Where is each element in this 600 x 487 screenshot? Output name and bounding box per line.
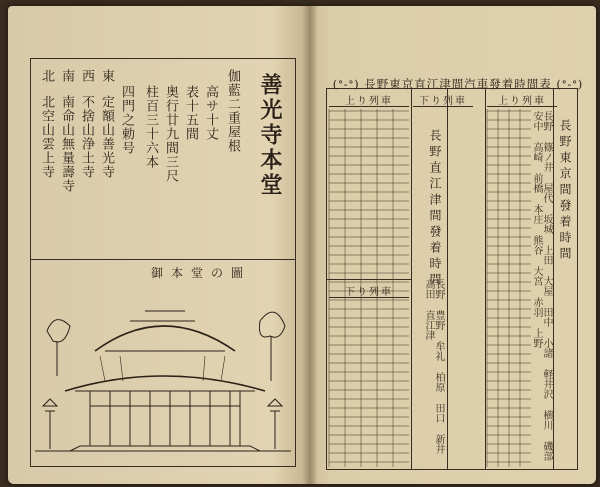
open-book: [8, 6, 596, 484]
page-title: 善光寺本堂: [257, 73, 283, 198]
column-header-up-2: 上り列車: [487, 92, 557, 107]
column-header-down-2: 下り列車: [329, 283, 409, 298]
column-header-down: 下り列車: [413, 92, 473, 107]
gate-name: 北空山雲上寺: [39, 95, 54, 179]
gate-dir: 西: [79, 69, 94, 83]
picture-divider: [31, 259, 295, 260]
temple-illustration: [35, 281, 291, 461]
picture-caption: 御本堂の圖: [150, 266, 251, 280]
station-list-tokyo: 長野 篠ノ井 屋代 坂城 上田 大屋 田中 小諸 軽井沢 横川 磯部 安中 高崎 前橋 本庄 熊谷 大宮 赤羽 上野: [531, 111, 552, 461]
info-line: 四門之勅号: [119, 85, 134, 155]
temple-info-frame: [30, 58, 296, 467]
gate-dir: 南: [59, 69, 74, 83]
info-line: 表十五間: [183, 85, 198, 141]
time-grid: [327, 89, 577, 469]
info-line: 奥行廿九間三尺: [163, 85, 178, 183]
station-list-naoetsu: 長野 豊野 牟礼 柏原 田口 新井 高田 直江津: [423, 279, 444, 454]
info-line: 伽藍二重屋根: [225, 69, 240, 153]
info-line: 高サ十丈: [203, 85, 218, 141]
info-line: 柱百三十六本: [143, 85, 158, 169]
timetable-frame: [326, 88, 578, 470]
book-gutter: [302, 6, 318, 484]
timetable-header: (ᐤ-ᐤ) 長野東京直江津間汽車發着時間表 (ᐤ-ᐤ): [332, 77, 584, 91]
route-title-tokyo: 長野東京間發着時間: [558, 119, 572, 263]
gate-dir: 東: [99, 69, 114, 83]
column-header-up: 上り列車: [329, 92, 409, 107]
gate-dir: 北: [39, 69, 54, 83]
gate-name: 不捨山浄土寺: [79, 95, 94, 179]
gate-name: 南命山無量壽寺: [59, 95, 74, 193]
gate-name: 定額山善光寺: [99, 95, 114, 179]
route-title-naoetsu: 長野直江津間發着時間: [428, 129, 442, 289]
